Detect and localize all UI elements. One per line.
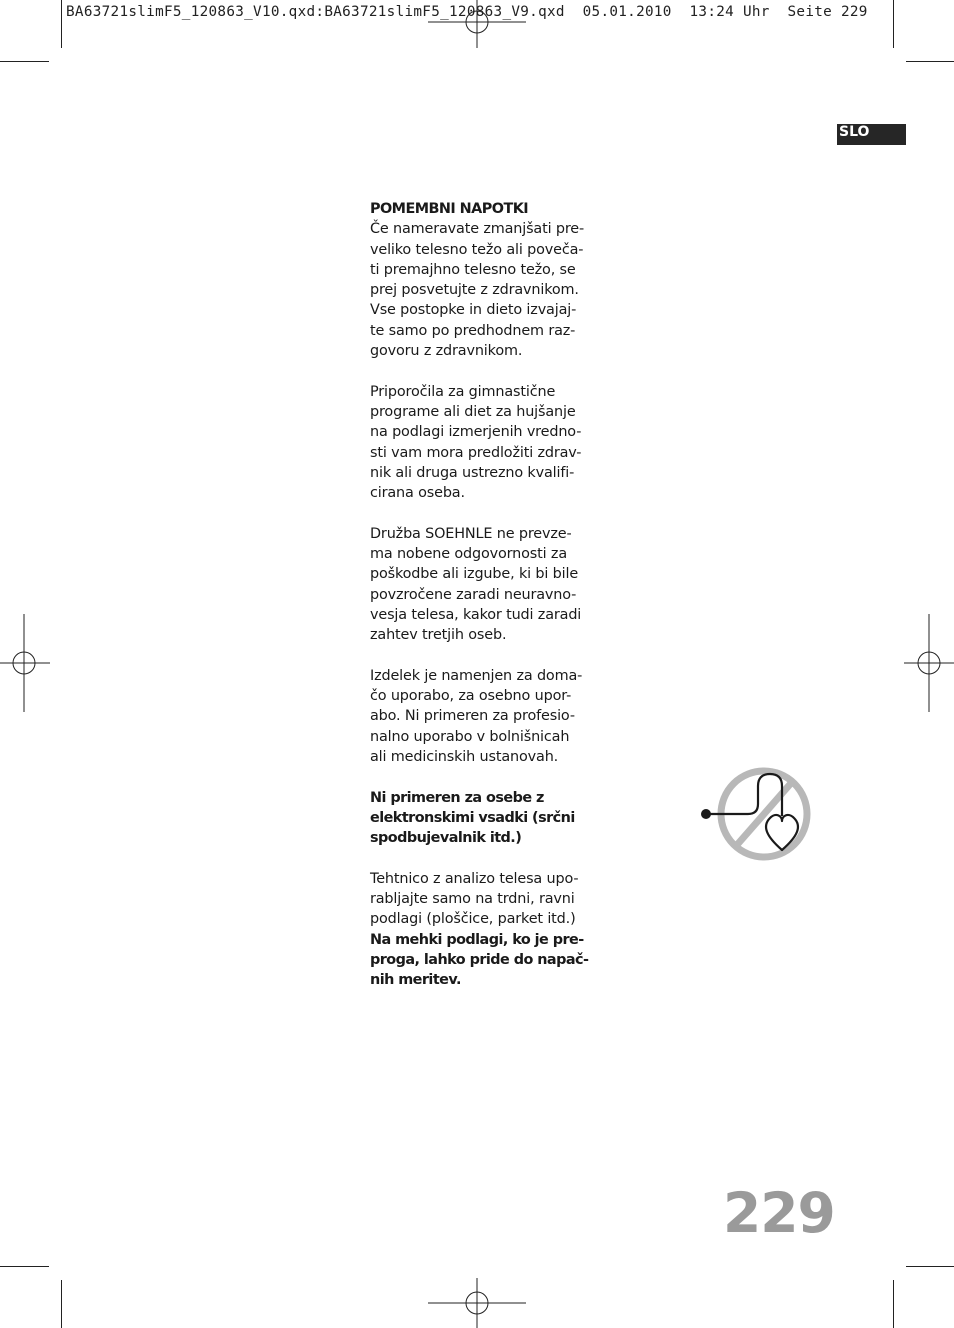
registration-mark-icon <box>904 614 954 712</box>
text-line: poškodbe ali izgube, ki bi bile <box>370 566 579 583</box>
text-line: Tehtnico z analizo telesa upo- <box>370 870 579 887</box>
crop-mark-bottom-right-v <box>893 1280 894 1328</box>
bold-text-line: elektronskimi vsadki (srčni <box>370 809 575 826</box>
registration-mark-icon <box>0 614 50 712</box>
crop-mark-top-left-h <box>0 61 49 62</box>
text-line: programe ali diet za hujšanje <box>370 403 576 420</box>
bold-text-line: proga, lahko pride do napač- <box>370 951 589 968</box>
print-header: BA63721slimF5_120863_V10.qxd:BA63721slimF5_120863_V9.qxd 05.01.2010 13:24 Uhr Seite 229 <box>66 4 868 20</box>
registration-mark-icon <box>428 1278 526 1328</box>
crop-mark-bottom-right-h <box>906 1266 954 1267</box>
language-tab: SLO <box>837 124 906 145</box>
text-paragraph <box>370 869 592 991</box>
bold-text-line: spodbujevalnik itd.) <box>370 830 522 847</box>
text-line: prej posvetujte z zdravnikom. <box>370 282 579 299</box>
text-paragraph <box>370 382 592 504</box>
text-line: Družba SOEHNLE ne prevze- <box>370 525 572 542</box>
crop-mark-bottom-left-v <box>61 1280 62 1328</box>
text-line: podlagi (ploščice, parket itd.) <box>370 911 576 928</box>
text-line: Izdelek je namenjen za doma- <box>370 667 583 684</box>
text-line: Priporočila za gimnastične <box>370 383 556 400</box>
text-line: ti premajhno telesno težo, se <box>370 261 576 278</box>
text-line: ali medicinskih ustanovah. <box>370 749 559 766</box>
text-line: cirana oseba. <box>370 485 465 502</box>
text-line: Vse postopke in dieto izvajaj- <box>370 302 577 319</box>
text-line: na podlagi izmerjenih vredno- <box>370 424 582 441</box>
text-line: nalno uporabo v bolnišnicah <box>370 728 570 745</box>
bold-text-line: nih meritev. <box>370 972 461 989</box>
text-paragraph <box>370 666 592 767</box>
text-line: sti vam mora predložiti zdrav- <box>370 444 582 461</box>
text-line: govoru z zdravnikom. <box>370 343 523 360</box>
text-line: zahtev tretjih oseb. <box>370 627 507 644</box>
crop-mark-top-right-h <box>906 61 954 62</box>
text-paragraph <box>370 524 592 646</box>
text-line: čo uporabo, za osebno upor- <box>370 688 572 705</box>
main-text-column <box>370 199 592 1011</box>
text-paragraph <box>370 788 592 849</box>
crop-mark-top-right-v <box>893 0 894 48</box>
bold-text-line: Ni primeren za osebe z <box>370 789 544 806</box>
text-line: rabljajte samo na trdni, ravni <box>370 891 575 908</box>
text-line: te samo po predhodnem raz- <box>370 322 576 339</box>
text-line: nik ali druga ustrezno kvalifi- <box>370 464 575 481</box>
text-line: abo. Ni primeren za profesio- <box>370 708 575 725</box>
text-paragraph <box>370 199 592 361</box>
bold-text-line: Na mehki podlagi, ko je pre- <box>370 931 584 948</box>
bold-text-line: POMEMBNI NAPOTKI <box>370 201 529 217</box>
text-line: veliko telesno težo ali poveča- <box>370 241 584 258</box>
no-pacemaker-icon <box>696 766 816 866</box>
text-line: ma nobene odgovornosti za <box>370 546 567 563</box>
registration-mark-icon <box>428 0 526 50</box>
text-line: Če nameravate zmanjšati pre- <box>370 221 585 238</box>
text-line: povzročene zaradi neuravno- <box>370 586 577 603</box>
page-number: 229 <box>723 1181 835 1245</box>
text-line: vesja telesa, kakor tudi zaradi <box>370 606 582 623</box>
crop-mark-bottom-left-h <box>0 1266 49 1267</box>
crop-mark-top-left-v <box>61 0 62 48</box>
